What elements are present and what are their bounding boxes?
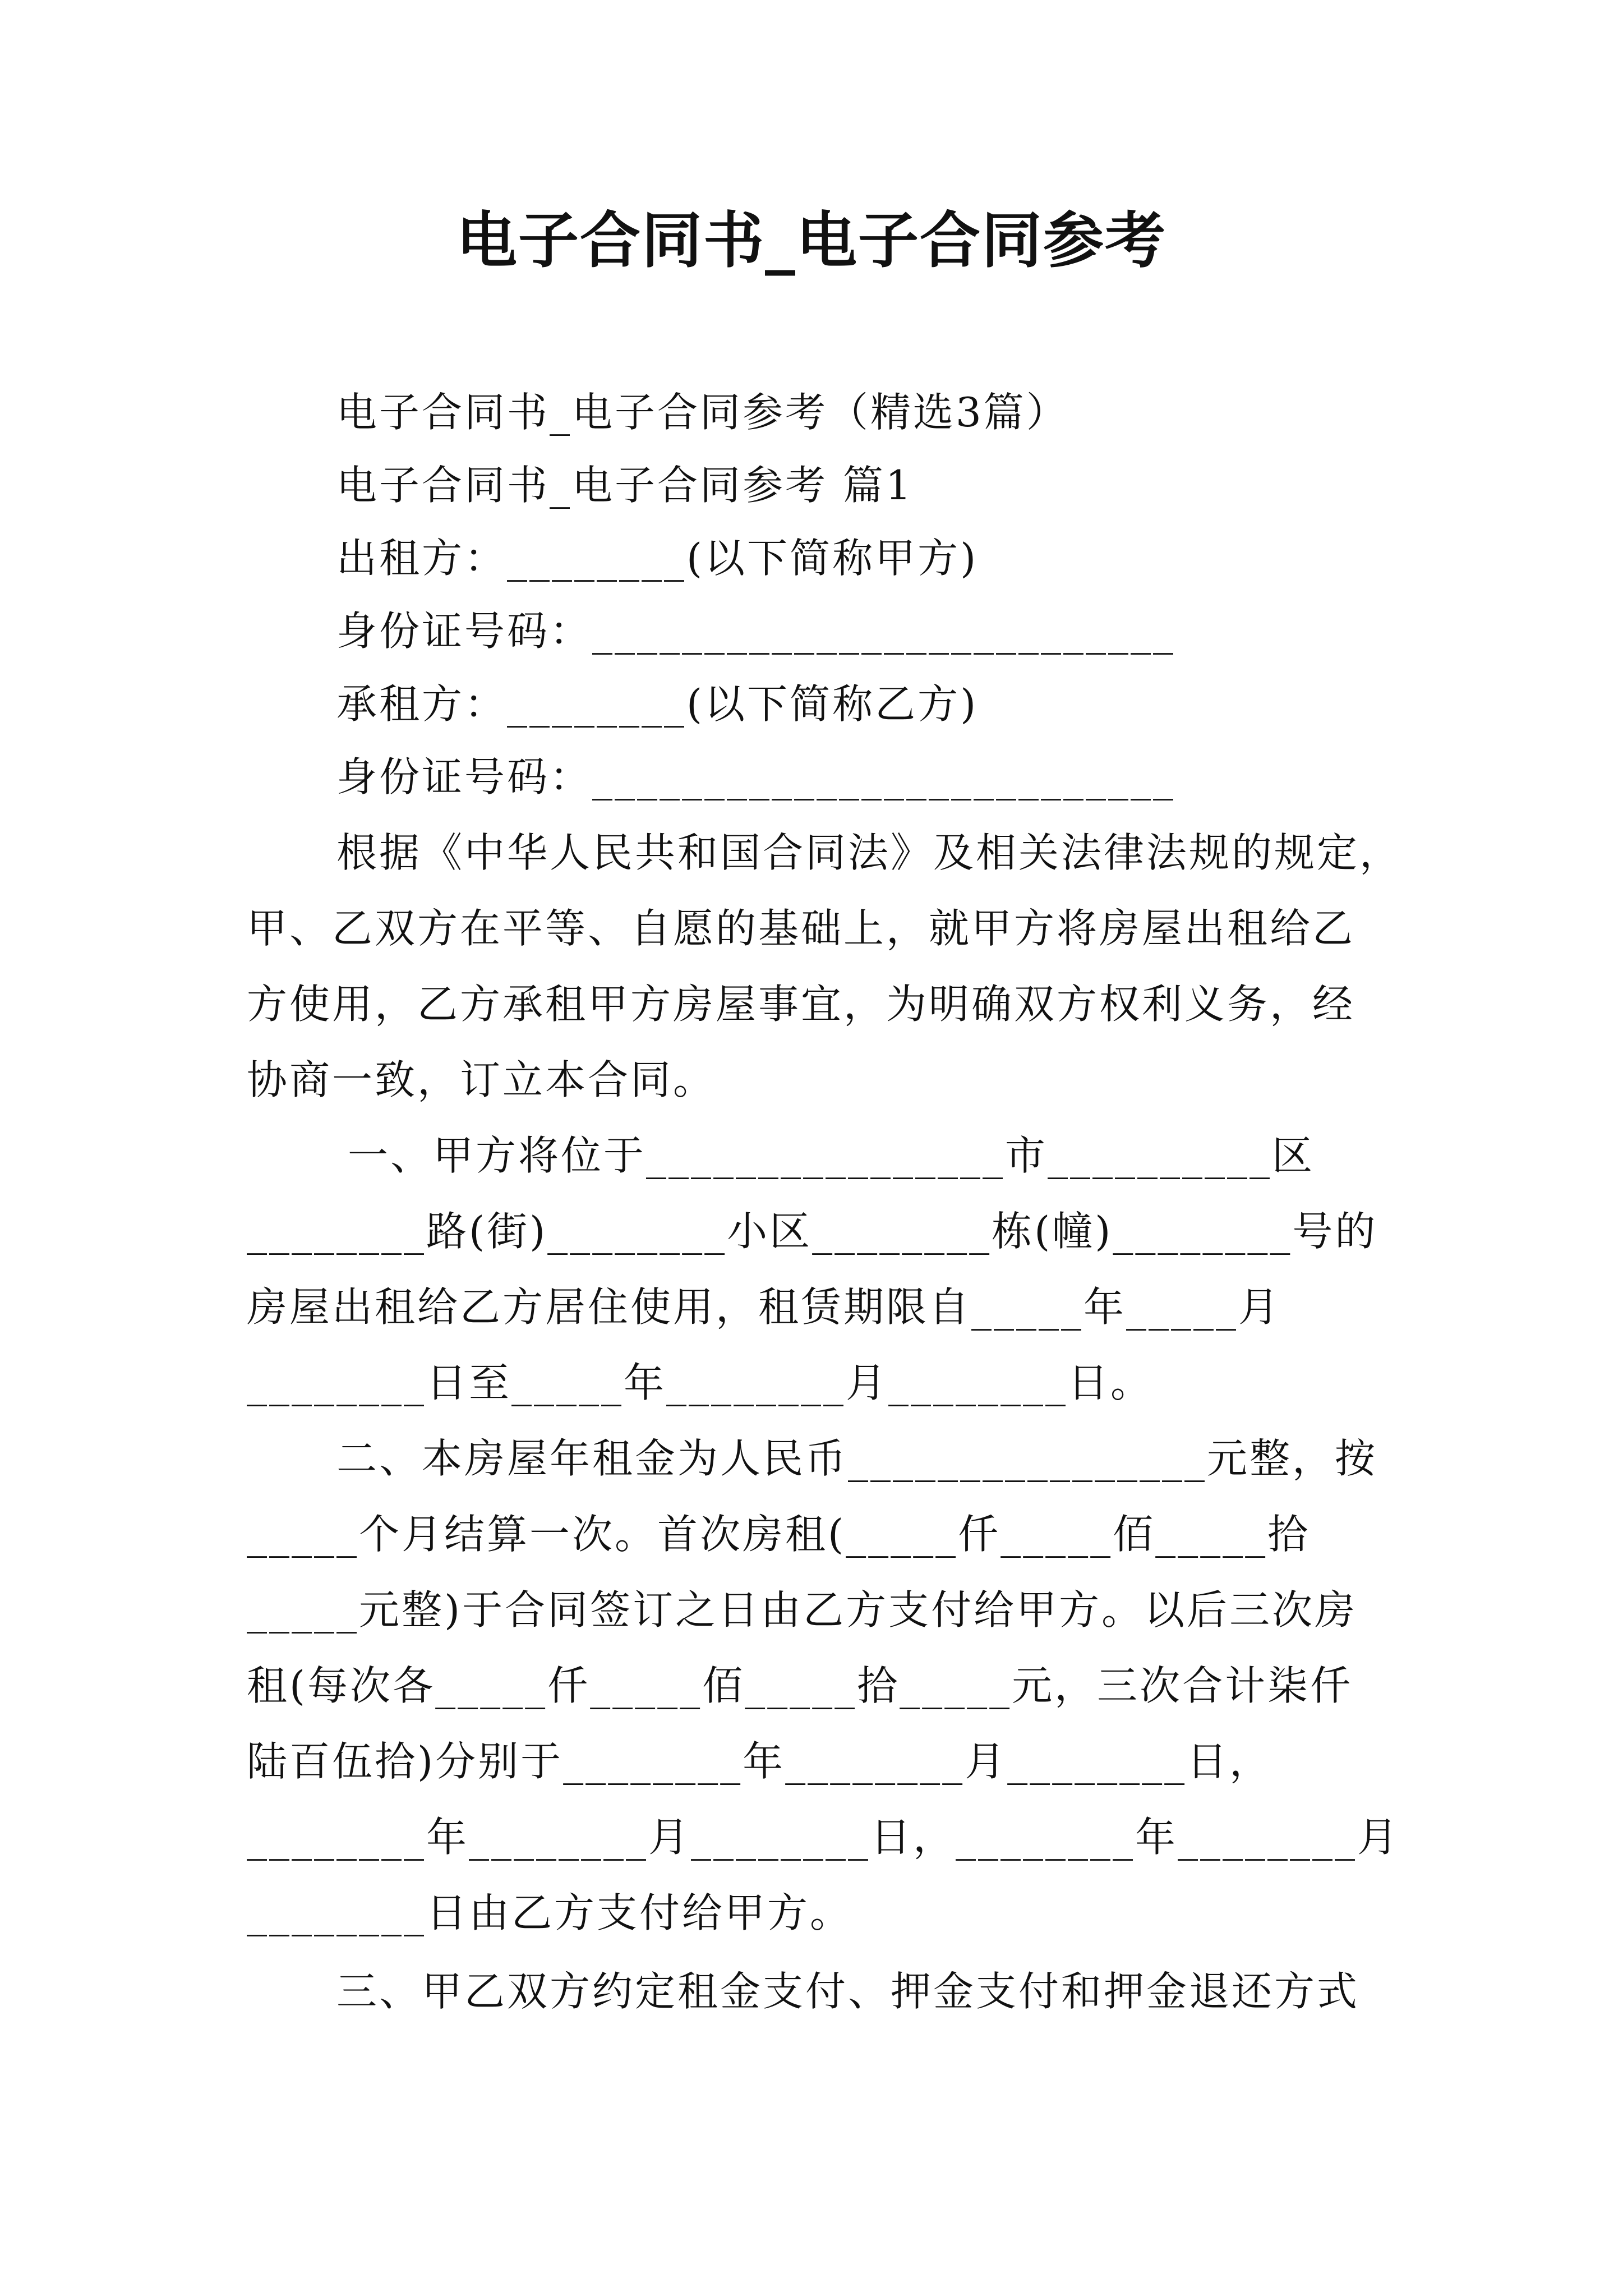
lessee-line: 承租方：________(以下简称乙方) — [336, 680, 979, 728]
clause-2-line: _____元整)于合同签订之日由乙方支付给甲方。以后三次房 — [247, 1586, 1358, 1634]
clause-1-line: ________日至_____年________月________日。 — [247, 1359, 1154, 1406]
paragraph-line: 协商一致，订立本合同。 — [247, 1056, 716, 1103]
lessee-id-line: 身份证号码：__________________________ — [336, 753, 1176, 800]
clause-2-line: 租(每次各_____仟_____佰_____拾_____元，三次合计柒仟 — [247, 1662, 1353, 1709]
clause-2-line: ________日由乙方支付给甲方。 — [247, 1889, 853, 1936]
clause-2-line: _____个月结算一次。首次房租(_____仟_____佰_____拾 — [247, 1511, 1311, 1558]
clause-2-line: ________年________月________日，________年________月 — [247, 1814, 1400, 1861]
paragraph-line: 方使用，乙方承租甲方房屋事宜，为明确双方权利义务，经 — [247, 981, 1355, 1028]
clause-2-line: 二、本房屋年租金为人民币________________元整，按 — [336, 1435, 1378, 1482]
clause-3-line: 三、甲乙双方约定租金支付、押金支付和押金退还方式 — [336, 1968, 1360, 2015]
lessor-line: 出租方：________(以下简称甲方) — [336, 535, 979, 582]
lessor-id-line: 身份证号码：__________________________ — [336, 608, 1176, 655]
section-heading: 电子合同书_电子合同参考 篇1 — [336, 462, 914, 509]
clause-1-line: ________路(街)________小区________栋(幢)________号的 — [247, 1208, 1378, 1255]
paragraph-line: 甲、乙双方在平等、自愿的基础上，就甲方将房屋出租给乙 — [247, 905, 1355, 952]
document-title: 电子合同书_电子合同参考 — [456, 206, 1166, 276]
clause-1-line: 一、甲方将位于________________市__________区 — [348, 1132, 1315, 1179]
clause-1-line: 房屋出租给乙方居住使用，租赁期限自_____年_____月 — [247, 1283, 1281, 1331]
paragraph-line: 根据《中华人民共和国合同法》及相关法律法规的规定， — [336, 829, 1403, 876]
clause-2-line: 陆百伍拾)分别于________年________月________日， — [247, 1738, 1272, 1785]
document-subtitle: 电子合同书_电子合同参考（精选3篇） — [336, 389, 1069, 436]
